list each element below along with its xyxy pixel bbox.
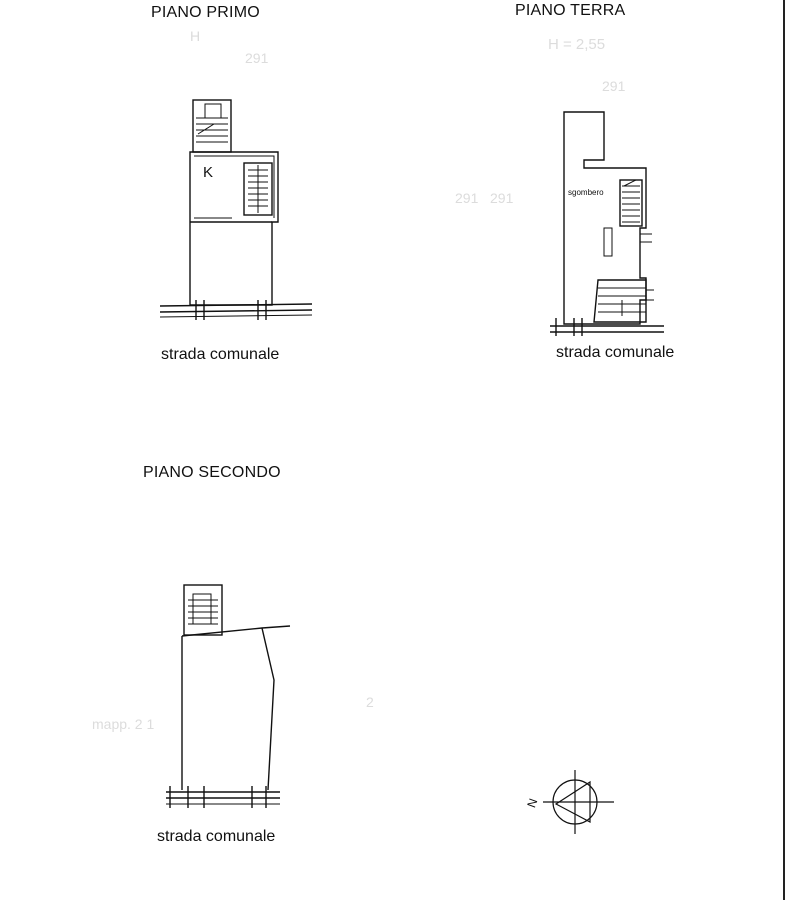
- second-floor-plan: [166, 585, 290, 808]
- first-floor-room-label: K: [203, 164, 214, 181]
- second-floor-title: PIANO SECONDO: [143, 464, 281, 481]
- first-floor-faded-mapp: 291: [245, 50, 269, 66]
- first-floor-stair-treads: [196, 104, 228, 142]
- second-floor-right-wall: [262, 628, 274, 790]
- second-floor-facade: [166, 786, 280, 808]
- first-floor-facade: [160, 300, 312, 320]
- compass-north-label: N: [524, 796, 541, 810]
- ground-floor-faded-mapp: 291: [602, 78, 626, 94]
- second-floor-stair-box: [184, 585, 222, 635]
- first-floor-faded-h: H: [190, 28, 201, 44]
- ground-floor-title: PIANO TERRA: [515, 2, 626, 19]
- first-floor-title: PIANO PRIMO: [151, 4, 260, 21]
- ground-floor-room-label: sgombero: [568, 188, 604, 197]
- first-floor-faded-mapp-2: 291: [455, 190, 479, 206]
- compass-rose: [543, 770, 614, 834]
- ground-floor-faded-mapp-2: 291: [490, 190, 514, 206]
- ground-floor-street-label: strada comunale: [556, 344, 675, 361]
- ground-floor-entrance-stair: [594, 280, 646, 322]
- first-floor-stair-box: [193, 100, 231, 152]
- ground-floor-facade: [550, 318, 664, 336]
- second-floor-street-label: strada comunale: [157, 828, 276, 845]
- ground-floor-faded-height: H = 2,55: [548, 36, 606, 53]
- first-floor-street-label: strada comunale: [161, 346, 280, 363]
- ground-floor-stair: [620, 180, 642, 226]
- sheet-edge-line: [783, 0, 785, 900]
- second-floor-top-wall: [182, 626, 290, 636]
- ground-floor-outline: [564, 112, 646, 324]
- second-floor-faded-number: 2: [366, 694, 374, 710]
- first-floor-plan: [160, 100, 312, 320]
- second-floor-faded-mapp: mapp. 2 1: [92, 716, 155, 732]
- ground-floor-plan: [550, 112, 664, 336]
